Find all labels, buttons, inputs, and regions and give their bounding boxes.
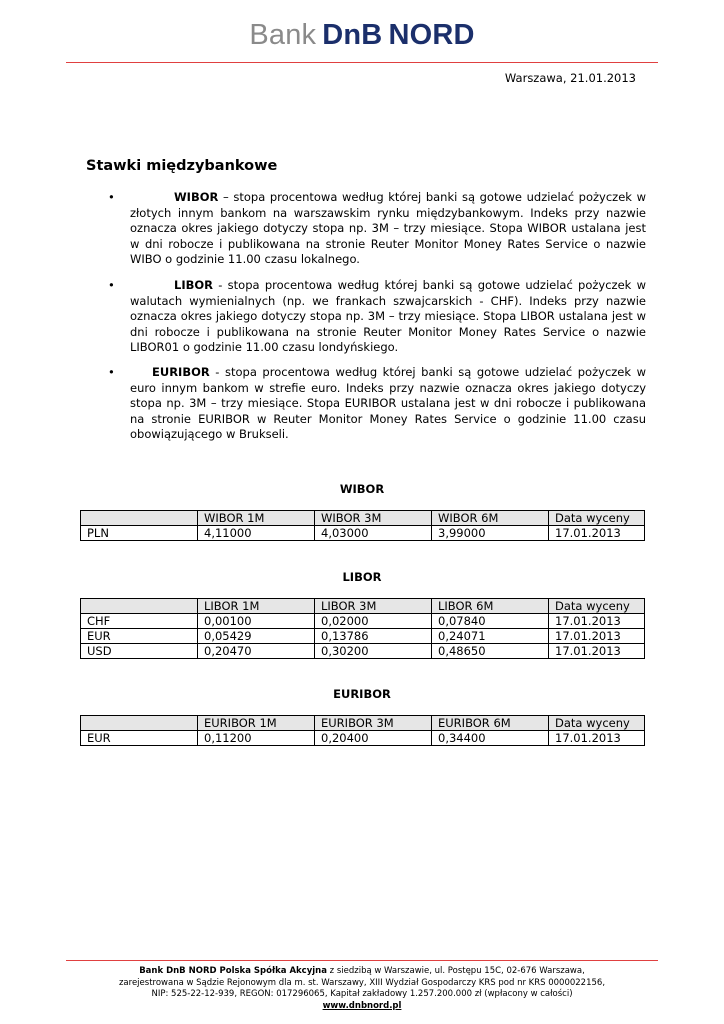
table-header-row [81,716,645,731]
table-cell: PLN [81,526,198,541]
table-cell: 0,20470 [198,644,315,659]
table-cell: EUR [81,629,198,644]
table-cell: 17.01.2013 [549,629,645,644]
table-header-row [81,599,645,614]
table-row [81,731,645,746]
table-cell: 0,07840 [432,614,549,629]
footer-company: Bank DnB NORD Polska Spółka Akcyjna [139,966,327,976]
bullet-term: LIBOR [174,278,214,292]
table-cell: USD [81,644,198,659]
header-cell: Data wyceny [549,511,645,526]
table-cell: 0,05429 [198,629,315,644]
table-cell: 0,13786 [315,629,432,644]
header-cell: WIBOR 1M [198,511,315,526]
libor-table [80,598,645,659]
bullet-term: WIBOR [174,190,219,204]
table-row [81,526,645,541]
footer-divider [66,960,658,961]
table-row [81,614,645,629]
table-row [81,629,645,644]
header-cell: EURIBOR 3M [315,716,432,731]
table-cell: 0,30200 [315,644,432,659]
header-cell: WIBOR 3M [315,511,432,526]
euribor-table [80,715,645,746]
wibor-table [80,510,645,541]
table-cell: 17.01.2013 [549,614,645,629]
table-cell: 0,02000 [315,614,432,629]
table-cell: EUR [81,731,198,746]
footer-line-3: NIP: 525-22-12-939, REGON: 017296065, Kapitał zakładowy 1.257.200.000 zł (wpłacony w całości) [151,989,573,999]
table-cell: 4,11000 [198,526,315,541]
table-cell: CHF [81,614,198,629]
table-cell: 0,20400 [315,731,432,746]
header-cell: LIBOR 6M [432,599,549,614]
libor-table-caption: LIBOR [342,570,382,584]
table-row [81,644,645,659]
table-cell: 17.01.2013 [549,526,645,541]
footer-website-link[interactable]: www.dnbnord.pl [322,1000,402,1011]
header-cell [81,599,198,614]
table-cell: 0,34400 [432,731,549,746]
table-cell: 17.01.2013 [549,644,645,659]
footer-line-1 [0,966,724,978]
header-cell [81,511,198,526]
footer-line-2: zarejestrowana w Sądzie Rejonowym dla m. st. Warszawy, XIII Wydział Gospodarczy KRS pod nr KRS 0000022156, [118,977,606,988]
footer [0,966,724,1012]
bullet-icon: • [108,365,115,379]
page-title: Stawki międzybankowe [86,158,278,174]
bullet-description: - stopa procentowa według której banki są gotowe udzielać pożyczek w walutach wymienialnych (np. we frankach szwajcarskich - CHF). Indeks przy nazwie oznacza okres jakiego dotyczy stopa np. 3M – trzy miesiące. Stopa LIBOR ustalana jest w dni robocze i publikowana na stronie Reuter Monitor Money Rates Service o nazwie LIBOR01 o godzinie 11.00 czasu londyńskiego. [130,278,646,354]
euribor-table-caption: EURIBOR [333,687,391,701]
bullet-text [130,190,646,268]
logo-nord-text: NORD [388,19,475,51]
footer-address: z siedzibą w Warszawie, ul. Postępu 15C, 02-676 Warszawa, [326,966,585,976]
table-cell: 3,99000 [432,526,549,541]
bullet-description: - stopa procentowa według której banki są gotowe udzielać pożyczek w euro innym bankom w strefie euro. Indeks przy nazwie oznacza okres jakiego dotyczy stopa np. 3M – trzy miesiące. Stopa EURIBOR ustalana jest w dni robocze i publikowana na stronie EURIBOR w Reuter Monitor Money Rates Service o godzinie 11.00 czasu obowiązującego w Brukseli. [130,365,646,441]
bullet-icon: • [108,190,115,204]
header-cell: LIBOR 1M [198,599,315,614]
header-cell: EURIBOR 1M [198,716,315,731]
bank-logo [0,18,724,52]
header-cell: EURIBOR 6M [432,716,549,731]
logo-dnb-text: DnB [322,19,383,51]
table-cell: 0,48650 [432,644,549,659]
table-cell: 0,00100 [198,614,315,629]
header-divider [66,62,658,63]
wibor-table-caption: WIBOR [339,482,385,496]
logo-bank-text: Bank [249,19,317,51]
table-header-row [81,511,645,526]
table-cell: 0,11200 [198,731,315,746]
header-cell: WIBOR 6M [432,511,549,526]
header-cell [81,716,198,731]
header-cell: LIBOR 3M [315,599,432,614]
table-cell: 17.01.2013 [549,731,645,746]
place-date: Warszawa, 21.01.2013 [504,71,636,85]
header-cell: Data wyceny [549,716,645,731]
table-cell: 4,03000 [315,526,432,541]
bullet-icon: • [108,278,115,292]
bullet-term: EURIBOR [152,365,210,379]
header-cell: Data wyceny [549,599,645,614]
table-cell: 0,24071 [432,629,549,644]
bullet-description: – stopa procentowa według której banki są gotowe udzielać pożyczek w złotych innym bankom na warszawskim rynku międzybankowym. Indeks przy nazwie oznacza okres jakiego dotyczy stopa np. 3M – trzy miesiące. Stopa WIBOR ustalana jest w dni robocze i publikowana na stronie Reuter Monitor Money Rates Service o nazwie WIBO o godzinie 11.00 czasu lokalnego. [130,190,646,266]
bullet-text [130,278,646,356]
bullet-text [130,365,646,443]
